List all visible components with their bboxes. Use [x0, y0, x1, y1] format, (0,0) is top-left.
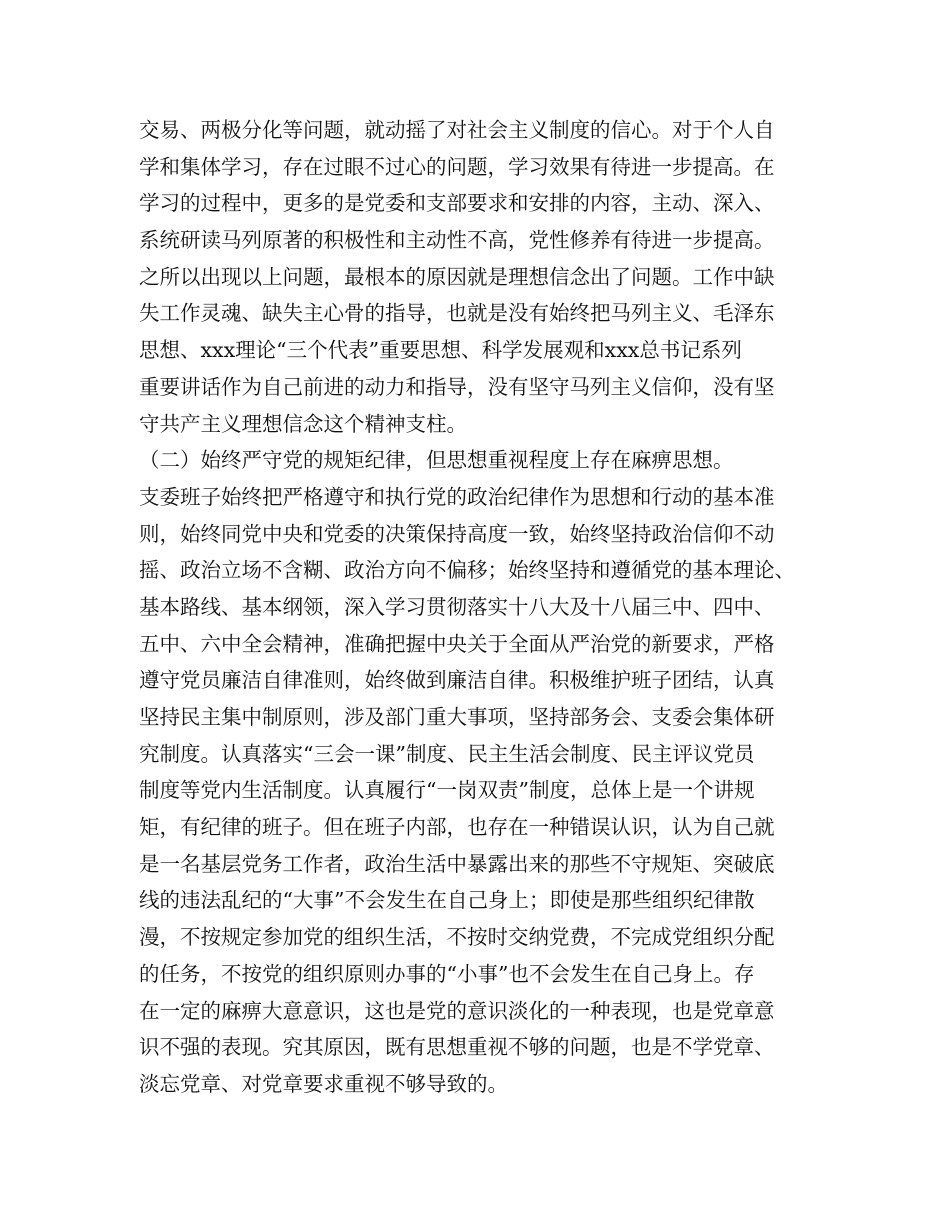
text-line: 失工作灵魂、缺失主心骨的指导，也就是没有始终把马列主义、毛泽东: [139, 301, 775, 326]
text-line: 矩，有纪律的班子。但在班子内部，也存在一种错误认识，认为自己就: [139, 815, 775, 840]
text-line: 漫，不按规定参加党的组织生活，不按时交纳党费，不完成党组织分配: [139, 925, 775, 950]
document-body: [139, 112, 839, 1103]
text-line: 遵守党员廉洁自律准则，始终做到廉洁自律。积极维护班子团结，认真: [139, 668, 775, 693]
text-line: 线的违法乱纪的“大事”不会发生在自己身上；即使是那些组织纪律散: [139, 888, 755, 913]
text-line: 学和集体学习，存在过眼不过心的问题，学习效果有待进一步提高。在: [139, 154, 775, 179]
text-line: 交易、两极分化等问题，就动摇了对社会主义制度的信心。对于个人自: [139, 118, 775, 142]
section-heading: （二）始终严守党的规矩纪律，但思想重视程度上存在麻痹思想。: [139, 448, 734, 473]
text-line: 则，始终同党中央和党委的决策保持高度一致，始终坚持政治信仰不动: [139, 521, 775, 546]
text-line: 基本路线、基本纲领，深入学习贯彻落实十八大及十八届三中、四中、: [139, 594, 775, 619]
text-line: 在一定的麻痹大意意识，这也是党的意识淡化的一种表现，也是党章意: [139, 998, 775, 1023]
text-line: 重要讲话作为自己前进的动力和指导，没有坚守马列主义信仰，没有坚: [139, 374, 775, 399]
text-line: 思想、xxx理论“三个代表”重要思想、科学发展观和xxx总书记系列: [139, 338, 742, 363]
text-line: 的任务，不按党的组织原则办事的“小事”也不会发生在自己身上。存: [139, 961, 755, 986]
text-line: 是一名基层党务工作者，政治生活中暴露出来的那些不守规矩、突破底: [139, 851, 775, 876]
text-line: 学习的过程中，更多的是党委和支部要求和安排的内容，主动、深入、: [139, 191, 775, 216]
text-line: 识不强的表现。究其原因，既有思想重视不够的问题，也是不学党章、: [139, 1035, 775, 1060]
text-line: 之所以出现以上问题，最根本的原因就是理想信念出了问题。工作中缺: [139, 264, 775, 289]
text-line: 守共产主义理想信念这个精神支柱。: [139, 411, 467, 436]
text-line: 坚持民主集中制原则，涉及部门重大事项，坚持部务会、支委会集体研: [139, 705, 775, 729]
text-line: 制度等党内生活制度。认真履行“一岗双责”制度，总体上是一个讲规: [139, 778, 755, 803]
text-line: 支委班子始终把严格遵守和执行党的政治纪律作为思想和行动的基本准: [139, 484, 775, 509]
text-line: 究制度。认真落实“三会一课”制度、民主生活会制度、民主评议党员: [139, 741, 755, 766]
text-line: 摇、政治立场不含糊、政治方向不偏移；始终坚持和遵循党的基本理论、: [139, 558, 795, 583]
text-line: 系统研读马列原著的积极性和主动性不高，党性修养有待进一步提高。: [139, 228, 775, 253]
text-line: 五中、六中全会精神，准确把握中央关于全面从严治党的新要求，严格: [139, 631, 775, 656]
text-line: 淡忘党章、对党章要求重视不够导致的。: [139, 1071, 508, 1096]
